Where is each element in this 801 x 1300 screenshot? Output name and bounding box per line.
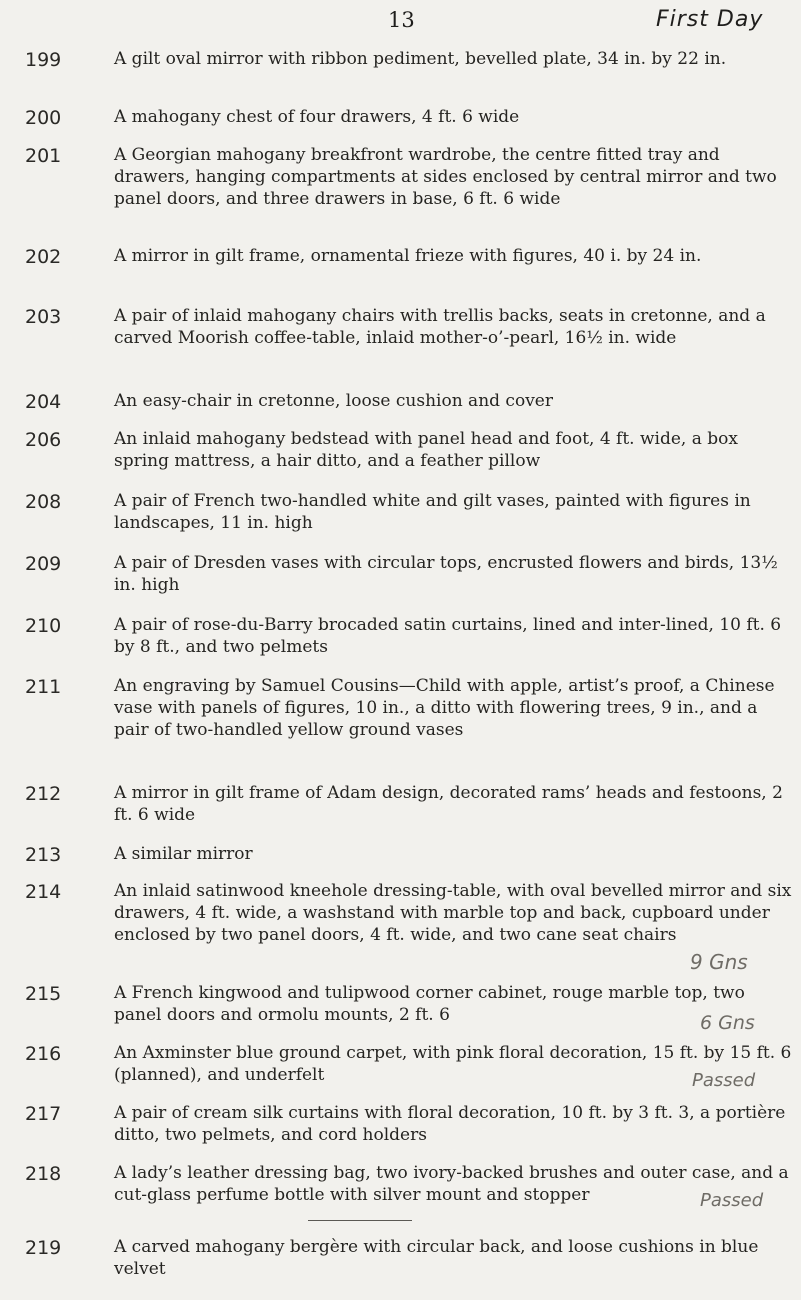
lot-description: A lady’s leather dressing bag, two ivory-backed brushes and outer case, and a cut-glass perfume bottle with silver mount and stopper [114,1163,789,1205]
lot-description: An inlaid satinwood kneehole dressing-table, with oval bevelled mirror and six drawers, 4 ft. wide, a washstand with marble top and back, cupboard under enclosed by two panel doors, 4 ft. wide, and two cane seat chairs [114,881,792,945]
lot-number: 213 [25,844,62,866]
lot-description: A French kingwood and tulipwood corner cabinet, rouge marble top, two panel doors and ormolu mounts, 2 ft. 6 [114,983,745,1025]
lot-number: 215 [25,983,62,1005]
lot-description: A pair of cream silk curtains with floral decoration, 10 ft. by 3 ft. 3, a portière ditto, two pelmets, and cord holders [114,1103,786,1145]
lot-description: A pair of inlaid mahogany chairs with trellis backs, seats in cretonne, and a carved Moorish coffee-table, inlaid mother-o’-pearl, 16½ in. wide [114,306,766,348]
lot-number: 217 [25,1103,62,1125]
lot-number: 216 [25,1043,62,1065]
lot-number: 206 [25,429,62,451]
handwritten-passed-annotation: Passed [700,1190,764,1211]
lot-description: A similar mirror [114,844,253,864]
lot-description: A mirror in gilt frame, ornamental frieze with figures, 40 i. by 24 in. [114,246,702,266]
handwritten-price-annotation: 6 Gns [700,1012,755,1034]
lot-description: A pair of rose-du-Barry brocaded satin curtains, lined and inter-lined, 10 ft. 6 by 8 ft., and two pelmets [114,615,782,657]
lot-description: A carved mahogany bergère with circular back, and loose cushions in blue velvet [114,1237,759,1279]
handwritten-price-annotation: 9 Gns [690,950,748,974]
lot-number: 204 [25,391,62,413]
sale-day-heading: First Day [656,7,764,32]
lot-description: An easy-chair in cretonne, loose cushion and cover [114,391,553,411]
lot-number: 211 [25,676,62,698]
lot-description: A mirror in gilt frame of Adam design, decorated rams’ heads and festoons, 2 ft. 6 wide [114,783,783,825]
lot-number: 209 [25,553,62,575]
lot-number: 214 [25,881,62,903]
lot-number: 202 [25,246,62,268]
lot-number: 200 [25,107,62,129]
lot-number: 203 [25,306,62,328]
lot-number: 201 [25,145,62,167]
lot-description: A mahogany chest of four drawers, 4 ft. 6 wide [114,107,520,127]
lot-number: 212 [25,783,62,805]
lot-description: A pair of Dresden vases with circular tops, encrusted flowers and birds, 13½ in. high [114,553,778,595]
lot-description: A Georgian mahogany breakfront wardrobe, the centre fitted tray and drawers, hanging compartments at sides enclosed by central mirror and two panel doors, and three drawers in base, 6 ft. 6 wide [114,145,777,209]
page-number: 13 [388,8,415,32]
lot-number: 218 [25,1163,62,1185]
lot-number: 210 [25,615,62,637]
handwritten-passed-annotation: Passed [692,1070,756,1091]
lot-description: An inlaid mahogany bedstead with panel head and foot, 4 ft. wide, a box spring mattress, a hair ditto, and a feather pillow [114,429,738,471]
page-header [0,0,801,40]
lot-number: 219 [25,1237,62,1259]
section-divider [308,1220,412,1221]
lot-description: An Axminster blue ground carpet, with pink floral decoration, 15 ft. by 15 ft. 6 (planned), and underfelt [114,1043,792,1085]
lot-number: 208 [25,491,62,513]
lot-description: A pair of French two-handled white and gilt vases, painted with figures in landscapes, 11 in. high [114,491,751,533]
lot-description: A gilt oval mirror with ribbon pediment, bevelled plate, 34 in. by 22 in. [114,49,727,69]
lot-description: An engraving by Samuel Cousins—Child with apple, artist’s proof, a Chinese vase with panels of figures, 10 in., a ditto with flowering trees, 9 in., and a pair of two-handled yellow ground vases [114,676,775,740]
lot-number: 199 [25,49,62,71]
